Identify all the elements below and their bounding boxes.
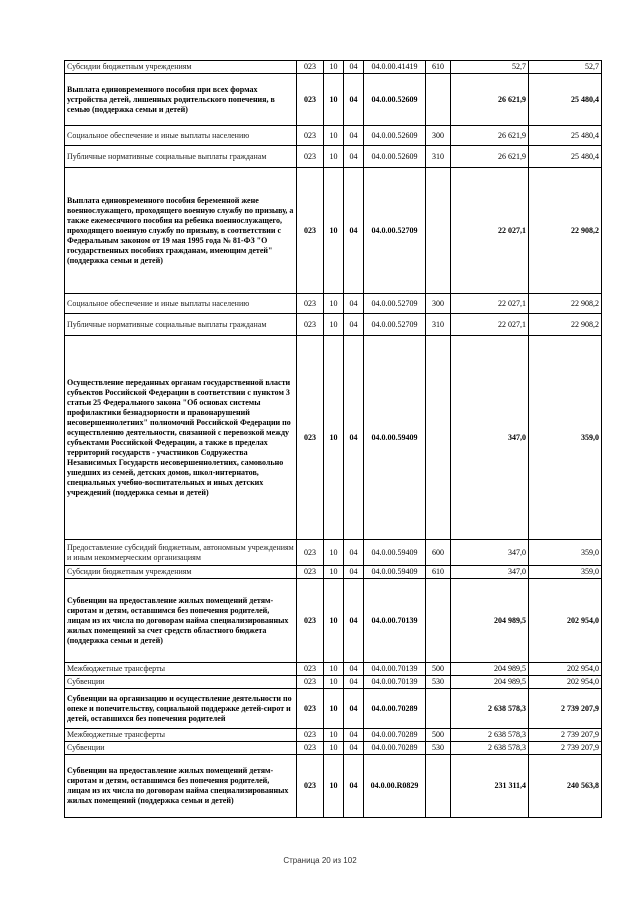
budget-item-name: Межбюджетные трансферты: [65, 729, 297, 742]
amount-year-2: 22 908,2: [529, 294, 602, 314]
expense-type-code: 530: [426, 676, 451, 689]
expense-type-code: 310: [426, 314, 451, 336]
budget-item-name: Публичные нормативные социальные выплаты гражданам: [65, 314, 297, 336]
amount-year-1: 204 989,5: [451, 579, 529, 663]
amount-year-2: 359,0: [529, 540, 602, 566]
section-code: 10: [324, 540, 344, 566]
subsection-code: 04: [344, 579, 364, 663]
amount-year-1: 2 638 578,3: [451, 742, 529, 755]
ministry-code: 023: [297, 755, 324, 818]
amount-year-1: 204 989,5: [451, 676, 529, 689]
amount-year-2: 25 480,4: [529, 126, 602, 146]
expense-type-code: 610: [426, 61, 451, 74]
amount-year-2: 2 739 207,9: [529, 689, 602, 729]
ministry-code: 023: [297, 676, 324, 689]
amount-year-1: 26 621,9: [451, 126, 529, 146]
amount-year-1: 347,0: [451, 336, 529, 540]
target-item-code: 04.0.00.52609: [364, 74, 426, 126]
amount-year-2: 25 480,4: [529, 146, 602, 168]
amount-year-2: 202 954,0: [529, 663, 602, 676]
table-row: [65, 294, 602, 314]
ministry-code: 023: [297, 168, 324, 294]
expense-type-code: 300: [426, 294, 451, 314]
amount-year-2: 202 954,0: [529, 579, 602, 663]
subsection-code: 04: [344, 146, 364, 168]
expense-type-code: 600: [426, 540, 451, 566]
ministry-code: 023: [297, 540, 324, 566]
ministry-code: 023: [297, 146, 324, 168]
ministry-code: 023: [297, 61, 324, 74]
amount-year-1: 2 638 578,3: [451, 729, 529, 742]
budget-item-name: Выплата единовременного пособия беременной жене военнослужащего, проходящего военную службу по призыву, а также ежемесячного пособия на ребенка военнослужащего, проходящего военную службу по призыву, в соответствии с Федеральным законом от 19 мая 1995 года № 81-ФЗ "О государственных пособиях гражданам, имеющим детей" (поддержка семьи и детей): [65, 168, 297, 294]
table-row: [65, 729, 602, 742]
section-code: 10: [324, 294, 344, 314]
ministry-code: 023: [297, 314, 324, 336]
subsection-code: 04: [344, 314, 364, 336]
amount-year-2: 359,0: [529, 566, 602, 579]
ministry-code: 023: [297, 663, 324, 676]
section-code: 10: [324, 314, 344, 336]
table-row: [65, 168, 602, 294]
amount-year-1: 26 621,9: [451, 74, 529, 126]
budget-item-name: Субвенции на предоставление жилых помещений детям-сиротам и детям, оставшимся без попечения родителей, лицам из их числа по договорам найма специализированных жилых помещений (поддержка семьи и детей): [65, 755, 297, 818]
budget-item-name: Субвенции: [65, 676, 297, 689]
expense-type-code: 500: [426, 729, 451, 742]
section-code: 10: [324, 676, 344, 689]
target-item-code: 04.0.00.52709: [364, 168, 426, 294]
target-item-code: 04.0.00.70289: [364, 689, 426, 729]
ministry-code: 023: [297, 729, 324, 742]
expense-type-code: 500: [426, 663, 451, 676]
ministry-code: 023: [297, 689, 324, 729]
target-item-code: 04.0.00.59409: [364, 566, 426, 579]
ministry-code: 023: [297, 336, 324, 540]
amount-year-1: 347,0: [451, 566, 529, 579]
ministry-code: 023: [297, 126, 324, 146]
budget-item-name: Социальное обеспечение и иные выплаты населению: [65, 294, 297, 314]
table-row: [65, 540, 602, 566]
table-row: [65, 74, 602, 126]
table-row: [65, 61, 602, 74]
amount-year-2: 2 739 207,9: [529, 729, 602, 742]
subsection-code: 04: [344, 676, 364, 689]
section-code: 10: [324, 146, 344, 168]
amount-year-1: 26 621,9: [451, 146, 529, 168]
table-row: [65, 126, 602, 146]
amount-year-2: 359,0: [529, 336, 602, 540]
target-item-code: 04.0.00.R0829: [364, 755, 426, 818]
subsection-code: 04: [344, 663, 364, 676]
subsection-code: 04: [344, 540, 364, 566]
target-item-code: 04.0.00.52709: [364, 294, 426, 314]
amount-year-1: 231 311,4: [451, 755, 529, 818]
subsection-code: 04: [344, 74, 364, 126]
subsection-code: 04: [344, 755, 364, 818]
expense-type-code: 310: [426, 146, 451, 168]
section-code: 10: [324, 168, 344, 294]
target-item-code: 04.0.00.52609: [364, 146, 426, 168]
subsection-code: 04: [344, 566, 364, 579]
subsection-code: 04: [344, 336, 364, 540]
target-item-code: 04.0.00.59409: [364, 540, 426, 566]
amount-year-2: 22 908,2: [529, 314, 602, 336]
budget-item-name: Выплата единовременного пособия при всех формах устройства детей, лишенных родительского попечения, в семью (поддержка семьи и детей): [65, 74, 297, 126]
expense-type-code: 300: [426, 126, 451, 146]
section-code: 10: [324, 579, 344, 663]
amount-year-2: 2 739 207,9: [529, 742, 602, 755]
table-row: [65, 336, 602, 540]
expense-type-code: [426, 755, 451, 818]
amount-year-2: 202 954,0: [529, 676, 602, 689]
target-item-code: 04.0.00.70139: [364, 663, 426, 676]
budget-item-name: Субвенции на предоставление жилых помещений детям-сиротам и детям, оставшимся без попечения родителей, лицам из их числа по договорам найма специализированных жилых помещений за счет средств областного бюджета (поддержка семьи и детей): [65, 579, 297, 663]
budget-item-name: Субсидии бюджетным учреждениям: [65, 566, 297, 579]
expense-type-code: [426, 74, 451, 126]
table-row: [65, 676, 602, 689]
expense-type-code: [426, 336, 451, 540]
ministry-code: 023: [297, 742, 324, 755]
target-item-code: 04.0.00.41419: [364, 61, 426, 74]
budget-item-name: Осуществление переданных органам государственной власти субъектов Российской Федерации в соответствии с пунктом 3 статьи 25 Федерального закона "Об основах системы профилактики безнадзорности и правонарушений несовершеннолетних" полномочий Российской Федерации по осуществлению деятельности, связанной с перевозкой между субъектами Российской Федерации, а также в пределах территорий государств - участников Содружества Независимых Государств несовершеннолетних, самовольно ушедших из семей, детских домов, школ-интернатов, специальных учебно-воспитательных и иных детских учреждений (поддержка семьи и детей): [65, 336, 297, 540]
budget-item-name: Субвенции на организацию и осуществление деятельности по опеке и попечительству, социальной поддержке детей-сирот и детей, оставшихся без попечения родителей: [65, 689, 297, 729]
amount-year-1: 22 027,1: [451, 294, 529, 314]
table-row: [65, 314, 602, 336]
section-code: 10: [324, 742, 344, 755]
amount-year-2: 52,7: [529, 61, 602, 74]
amount-year-2: 25 480,4: [529, 74, 602, 126]
target-item-code: 04.0.00.59409: [364, 336, 426, 540]
expense-type-code: [426, 168, 451, 294]
section-code: 10: [324, 663, 344, 676]
target-item-code: 04.0.00.52609: [364, 126, 426, 146]
table-row: [65, 566, 602, 579]
ministry-code: 023: [297, 294, 324, 314]
section-code: 10: [324, 126, 344, 146]
budget-table: [64, 60, 602, 818]
budget-item-name: Межбюджетные трансферты: [65, 663, 297, 676]
table-row: [65, 755, 602, 818]
target-item-code: 04.0.00.70289: [364, 729, 426, 742]
expense-type-code: [426, 579, 451, 663]
subsection-code: 04: [344, 61, 364, 74]
page-number: Страница 20 из 102: [283, 856, 357, 865]
budget-item-name: Субсидии бюджетным учреждениям: [65, 61, 297, 74]
budget-item-name: Публичные нормативные социальные выплаты гражданам: [65, 146, 297, 168]
section-code: 10: [324, 74, 344, 126]
target-item-code: 04.0.00.70139: [364, 676, 426, 689]
target-item-code: 04.0.00.70289: [364, 742, 426, 755]
table-row: [65, 742, 602, 755]
table-row: [65, 663, 602, 676]
subsection-code: 04: [344, 689, 364, 729]
expense-type-code: 530: [426, 742, 451, 755]
table-row: [65, 579, 602, 663]
table-row: [65, 689, 602, 729]
section-code: 10: [324, 689, 344, 729]
expense-type-code: 610: [426, 566, 451, 579]
budget-item-name: Предоставление субсидий бюджетным, автономным учреждениям и иным некоммерческим организациям: [65, 540, 297, 566]
amount-year-2: 240 563,8: [529, 755, 602, 818]
amount-year-1: 347,0: [451, 540, 529, 566]
subsection-code: 04: [344, 126, 364, 146]
section-code: 10: [324, 755, 344, 818]
budget-item-name: Субвенции: [65, 742, 297, 755]
section-code: 10: [324, 336, 344, 540]
amount-year-1: 52,7: [451, 61, 529, 74]
target-item-code: 04.0.00.70139: [364, 579, 426, 663]
table-row: [65, 146, 602, 168]
ministry-code: 023: [297, 566, 324, 579]
expense-type-code: [426, 689, 451, 729]
subsection-code: 04: [344, 294, 364, 314]
target-item-code: 04.0.00.52709: [364, 314, 426, 336]
budget-item-name: Социальное обеспечение и иные выплаты населению: [65, 126, 297, 146]
section-code: 10: [324, 566, 344, 579]
amount-year-2: 22 908,2: [529, 168, 602, 294]
subsection-code: 04: [344, 168, 364, 294]
section-code: 10: [324, 61, 344, 74]
amount-year-1: 22 027,1: [451, 168, 529, 294]
subsection-code: 04: [344, 742, 364, 755]
amount-year-1: 22 027,1: [451, 314, 529, 336]
amount-year-1: 204 989,5: [451, 663, 529, 676]
subsection-code: 04: [344, 729, 364, 742]
budget-table-body: [65, 61, 602, 818]
ministry-code: 023: [297, 74, 324, 126]
amount-year-1: 2 638 578,3: [451, 689, 529, 729]
ministry-code: 023: [297, 579, 324, 663]
section-code: 10: [324, 729, 344, 742]
